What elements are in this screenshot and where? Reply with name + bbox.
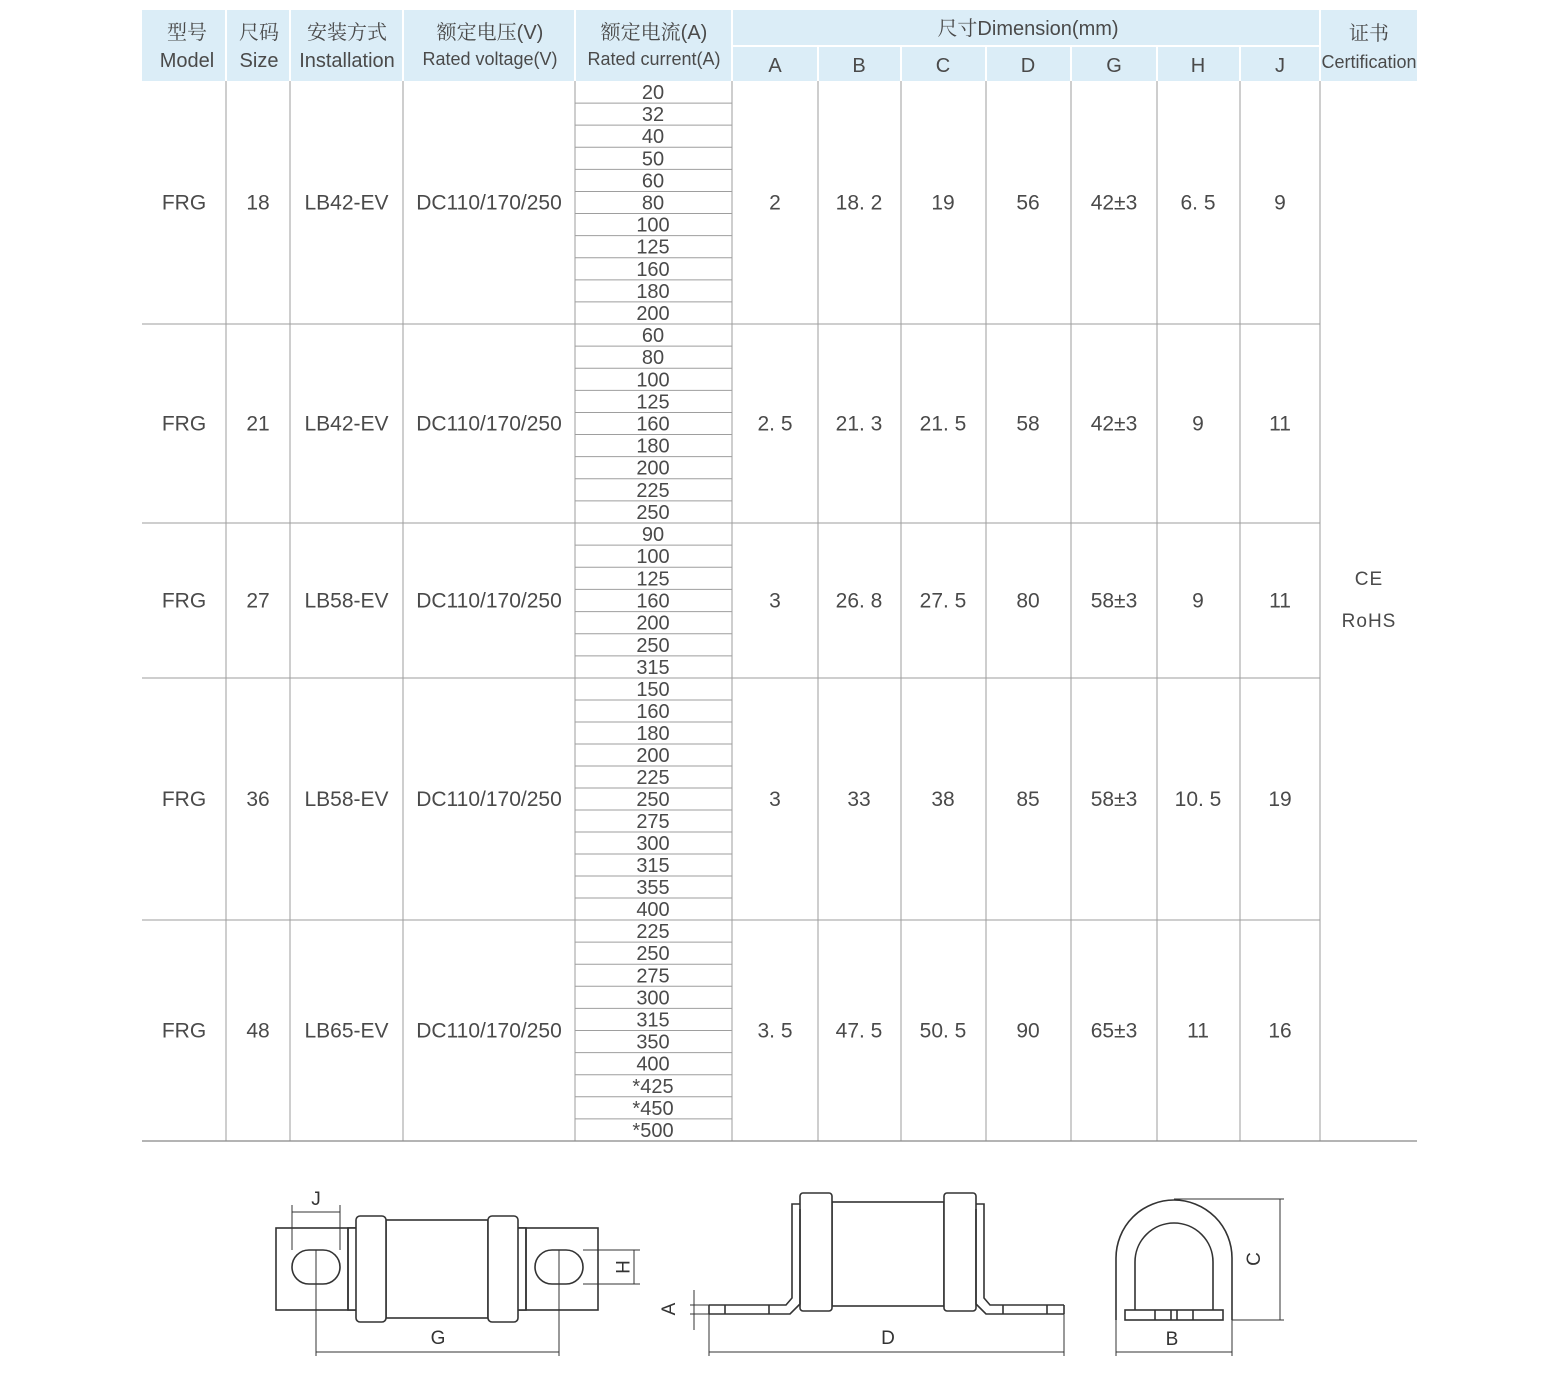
cell-current: 250: [636, 789, 670, 811]
dim-label-j: J: [311, 1189, 321, 1210]
cell-current: 250: [636, 501, 670, 524]
cell-dim-j: 11: [1269, 589, 1291, 613]
cell-dim-c: 50. 5: [919, 1019, 967, 1043]
cell-dim-d: 58: [1016, 412, 1040, 436]
cell-current: 250: [636, 943, 670, 966]
cell-installation: LB42-EV: [304, 191, 389, 215]
cell-dim-d: 85: [1016, 788, 1040, 811]
cell-dim-b: 47. 5: [835, 1019, 883, 1043]
cell-voltage: DC110/170/250: [416, 412, 562, 436]
cell-dim-a: 3. 5: [757, 1019, 793, 1043]
cell-dim-g: 58±3: [1090, 589, 1138, 613]
header-certification-cn: 证书: [1349, 23, 1389, 45]
dim-label-g: G: [430, 1328, 446, 1349]
cell-current: 180: [636, 723, 670, 745]
cell-current: 275: [636, 965, 670, 988]
cell-current: 90: [641, 524, 665, 547]
cell-voltage: DC110/170/250: [416, 589, 562, 613]
cell-current: 200: [636, 612, 670, 635]
cell-dim-a: 3: [769, 589, 781, 613]
cell-current: 150: [636, 679, 670, 701]
cell-current: 125: [636, 391, 670, 414]
cell-dim-b: 33: [847, 788, 871, 811]
cell-size: 21: [246, 412, 270, 436]
drawing-top-view: [276, 1189, 640, 1356]
cell-current: 300: [636, 987, 670, 1010]
cell-current: 400: [636, 899, 670, 921]
header-model-cn: 型号: [167, 22, 207, 44]
cell-dim-h: 10. 5: [1174, 788, 1222, 811]
cell-current: 315: [636, 656, 670, 679]
cell-current: 20: [641, 82, 665, 105]
cell-current: 125: [636, 236, 670, 259]
header-current-cn: 额定电流(A): [600, 22, 708, 44]
cell-dim-c: 27. 5: [919, 589, 967, 613]
cell-dim-a: 2. 5: [757, 412, 793, 436]
cell-current: 60: [641, 170, 665, 193]
cell-current: *450: [632, 1097, 674, 1120]
dim-label-h: H: [611, 1260, 632, 1274]
cell-current: 315: [636, 1009, 670, 1032]
cell-current: *425: [632, 1075, 674, 1098]
header-size-cn: 尺码: [239, 22, 279, 44]
dim-label-c: C: [1244, 1252, 1265, 1266]
table-body: [142, 81, 1417, 1142]
header-certification-en: Certification: [1321, 52, 1417, 72]
cell-current: 160: [636, 413, 670, 436]
header-current-en: Rated current(A): [587, 49, 721, 69]
dim-label-b: B: [1165, 1329, 1179, 1350]
cell-current: 100: [636, 369, 670, 392]
table-row: [162, 679, 1292, 921]
cell-size: 18: [246, 191, 270, 215]
cell-current: 400: [636, 1053, 670, 1076]
cell-installation: LB58-EV: [304, 788, 389, 811]
cell-current: 200: [636, 302, 670, 325]
cell-dim-j: 11: [1269, 412, 1291, 436]
cell-dim-c: 38: [931, 788, 955, 811]
cell-installation: LB65-EV: [304, 1019, 389, 1043]
cert-rohs: RoHS: [1341, 611, 1397, 632]
header-installation-cn: 安装方式: [307, 22, 387, 44]
cell-current: 80: [641, 192, 665, 215]
cell-dim-b: 21. 3: [835, 412, 883, 436]
cell-dim-d: 90: [1016, 1019, 1040, 1043]
cell-installation: LB42-EV: [304, 412, 389, 436]
table-header: [142, 10, 1417, 81]
cert-ce: CE: [1354, 569, 1384, 590]
dim-col-header-a: A: [768, 55, 782, 77]
cell-dim-d: 80: [1016, 589, 1040, 613]
header-model-en: Model: [159, 50, 215, 72]
cell-current: 100: [636, 214, 670, 237]
cell-size: 48: [246, 1019, 270, 1043]
table-row: [162, 82, 1286, 325]
cell-current: 160: [636, 258, 670, 281]
cell-dim-j: 9: [1274, 191, 1286, 215]
certification-cell: [1342, 569, 1397, 632]
cell-current: 350: [636, 1031, 670, 1054]
dim-col-header-h: H: [1190, 55, 1206, 77]
cell-current: 225: [636, 767, 670, 789]
cell-model: FRG: [161, 412, 207, 436]
cell-dim-g: 42±3: [1090, 191, 1138, 215]
cell-current: 200: [636, 745, 670, 767]
header-voltage-cn: 额定电压(V): [436, 22, 544, 44]
cell-dim-b: 26. 8: [835, 589, 883, 613]
dim-col-header-g: G: [1106, 55, 1122, 77]
cell-dim-d: 56: [1016, 191, 1040, 215]
cell-dim-c: 19: [931, 191, 955, 215]
cell-current: 355: [636, 877, 670, 899]
cell-model: FRG: [161, 191, 207, 215]
header-voltage-en: Rated voltage(V): [422, 49, 558, 69]
drawing-end-view: [1116, 1199, 1284, 1356]
dim-col-header-j: J: [1275, 55, 1285, 77]
cell-current: 225: [636, 921, 670, 944]
cell-current: 315: [636, 855, 670, 877]
cell-current: 300: [636, 833, 670, 855]
cell-current: 160: [636, 590, 670, 613]
cell-dim-j: 16: [1268, 1019, 1292, 1043]
dim-col-header-c: C: [935, 55, 951, 77]
cell-current: 80: [641, 347, 665, 370]
cell-dim-j: 19: [1268, 788, 1292, 811]
cell-current: 125: [636, 568, 670, 591]
table-row: [162, 921, 1292, 1142]
cell-current: 60: [641, 325, 665, 348]
cell-installation: LB58-EV: [304, 589, 389, 613]
cell-model: FRG: [161, 1019, 207, 1043]
cell-current: 180: [636, 435, 670, 458]
cell-dim-h: 6. 5: [1180, 191, 1216, 215]
drawing-side-view: [659, 1193, 1064, 1356]
table-row: [162, 325, 1291, 524]
cell-dim-g: 42±3: [1090, 412, 1138, 436]
cell-current: 32: [641, 104, 665, 127]
header-size-en: Size: [239, 50, 279, 72]
header-installation-en: Installation: [299, 50, 395, 72]
cell-current: 160: [636, 701, 670, 723]
cell-current: 180: [636, 280, 670, 303]
cell-current: 40: [641, 126, 665, 149]
cell-current: 100: [636, 546, 670, 569]
cell-size: 27: [246, 589, 270, 613]
dim-col-header-b: B: [852, 55, 866, 77]
cell-current: 200: [636, 457, 670, 480]
cell-dim-a: 2: [769, 191, 781, 215]
dim-col-header-d: D: [1020, 55, 1036, 77]
table-row: [162, 524, 1291, 679]
header-dimension: 尺寸Dimension(mm): [937, 18, 1119, 40]
cell-dim-h: 11: [1187, 1019, 1209, 1043]
cell-model: FRG: [161, 589, 207, 613]
cell-dim-g: 58±3: [1090, 788, 1138, 811]
cell-current: *500: [632, 1119, 674, 1142]
cell-current: 225: [636, 479, 670, 502]
cell-dim-g: 65±3: [1090, 1019, 1138, 1043]
cell-current: 250: [636, 634, 670, 657]
dim-label-a: A: [659, 1302, 680, 1316]
cell-dim-a: 3: [769, 788, 781, 811]
cell-model: FRG: [161, 788, 207, 811]
cell-dim-c: 21. 5: [919, 412, 967, 436]
cell-voltage: DC110/170/250: [416, 1019, 562, 1043]
cell-voltage: DC110/170/250: [416, 191, 562, 215]
cell-dim-b: 18. 2: [835, 191, 883, 215]
cell-dim-h: 9: [1192, 589, 1204, 613]
cell-dim-h: 9: [1192, 412, 1204, 436]
cell-current: 275: [636, 811, 670, 833]
dim-label-d: D: [881, 1328, 895, 1349]
cell-current: 50: [641, 148, 665, 171]
cell-size: 36: [246, 788, 270, 811]
cell-voltage: DC110/170/250: [416, 788, 562, 811]
